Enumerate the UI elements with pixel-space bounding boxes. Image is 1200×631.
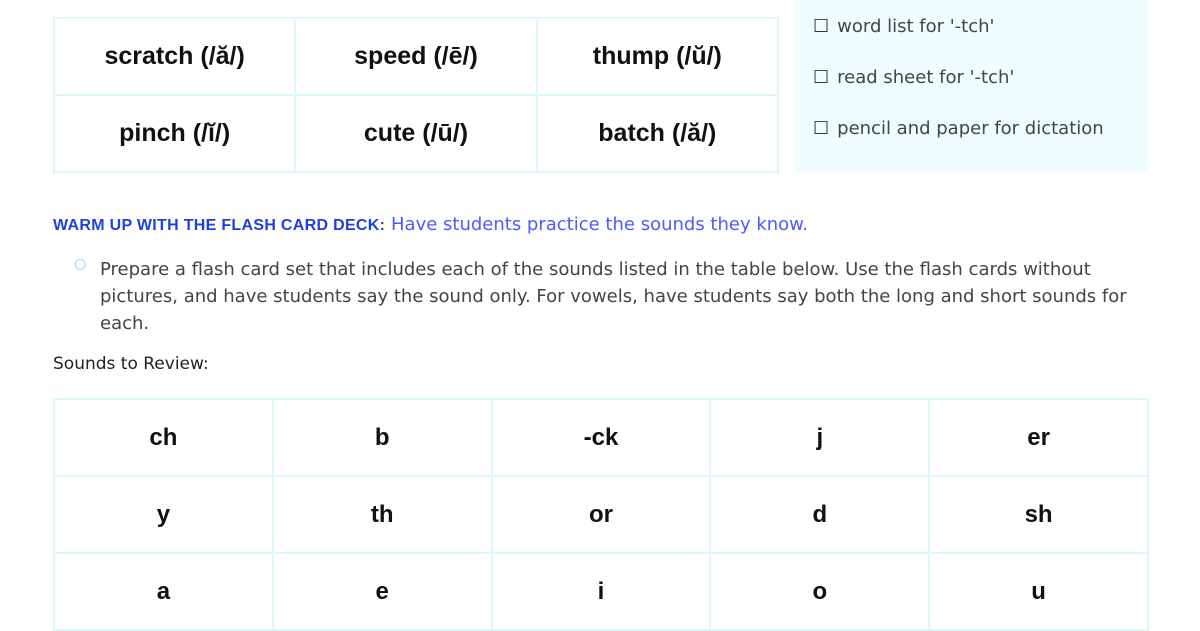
sound-cell: -ck — [492, 399, 711, 476]
checklist-label: word list for '-tch' — [837, 16, 995, 37]
table-row — [54, 553, 1148, 630]
table-row — [54, 18, 778, 95]
materials-checklist — [794, 0, 1148, 172]
sound-cell: j — [710, 399, 929, 476]
word-cell: cute (/ū/) — [295, 95, 536, 172]
table-row — [54, 476, 1148, 553]
sound-cell: th — [273, 476, 492, 553]
sound-cell: ch — [54, 399, 273, 476]
sound-cell: e — [273, 553, 492, 630]
warmup-section — [53, 214, 808, 235]
warmup-heading: WARM UP WITH THE FLASH CARD DECK: — [53, 217, 386, 234]
table-row — [54, 95, 778, 172]
sound-cell: b — [273, 399, 492, 476]
sound-cell: sh — [929, 476, 1148, 553]
words-table — [53, 17, 779, 173]
sound-cell: y — [54, 476, 273, 553]
sounds-table — [53, 398, 1149, 631]
bullet-circle-icon: ○ — [74, 256, 87, 272]
checklist-label: read sheet for '-tch' — [837, 67, 1015, 88]
instruction-bullet — [74, 256, 1134, 337]
checklist-item — [813, 114, 1148, 165]
sound-cell: a — [54, 553, 273, 630]
warmup-description: Have students practice the sounds they know. — [391, 214, 808, 235]
checkbox-icon[interactable]: ☐ — [813, 118, 830, 139]
bullet-text: Prepare a flash card set that includes each of the sounds listed in the table below. Use the flash cards without pictures, and have students say the sound only. For vowels, have students say both the long and short sounds for each. — [100, 259, 1127, 334]
sound-cell: u — [929, 553, 1148, 630]
sound-cell: er — [929, 399, 1148, 476]
word-cell: batch (/ă/) — [537, 95, 778, 172]
word-cell: speed (/ē/) — [295, 18, 536, 95]
checklist-item — [813, 63, 1148, 114]
sounds-review-label: Sounds to Review: — [53, 354, 209, 374]
sound-cell: o — [710, 553, 929, 630]
table-row — [54, 399, 1148, 476]
sound-cell: i — [492, 553, 711, 630]
checklist-label: pencil and paper for dictation — [837, 118, 1104, 139]
sound-cell: or — [492, 476, 711, 553]
word-cell: scratch (/ă/) — [54, 18, 295, 95]
word-cell: thump (/ŭ/) — [537, 18, 778, 95]
sound-cell: d — [710, 476, 929, 553]
word-cell: pinch (/ĭ/) — [54, 95, 295, 172]
checkbox-icon[interactable]: ☐ — [813, 67, 830, 88]
checkbox-icon[interactable]: ☐ — [813, 16, 830, 37]
checklist-item — [813, 12, 1148, 63]
